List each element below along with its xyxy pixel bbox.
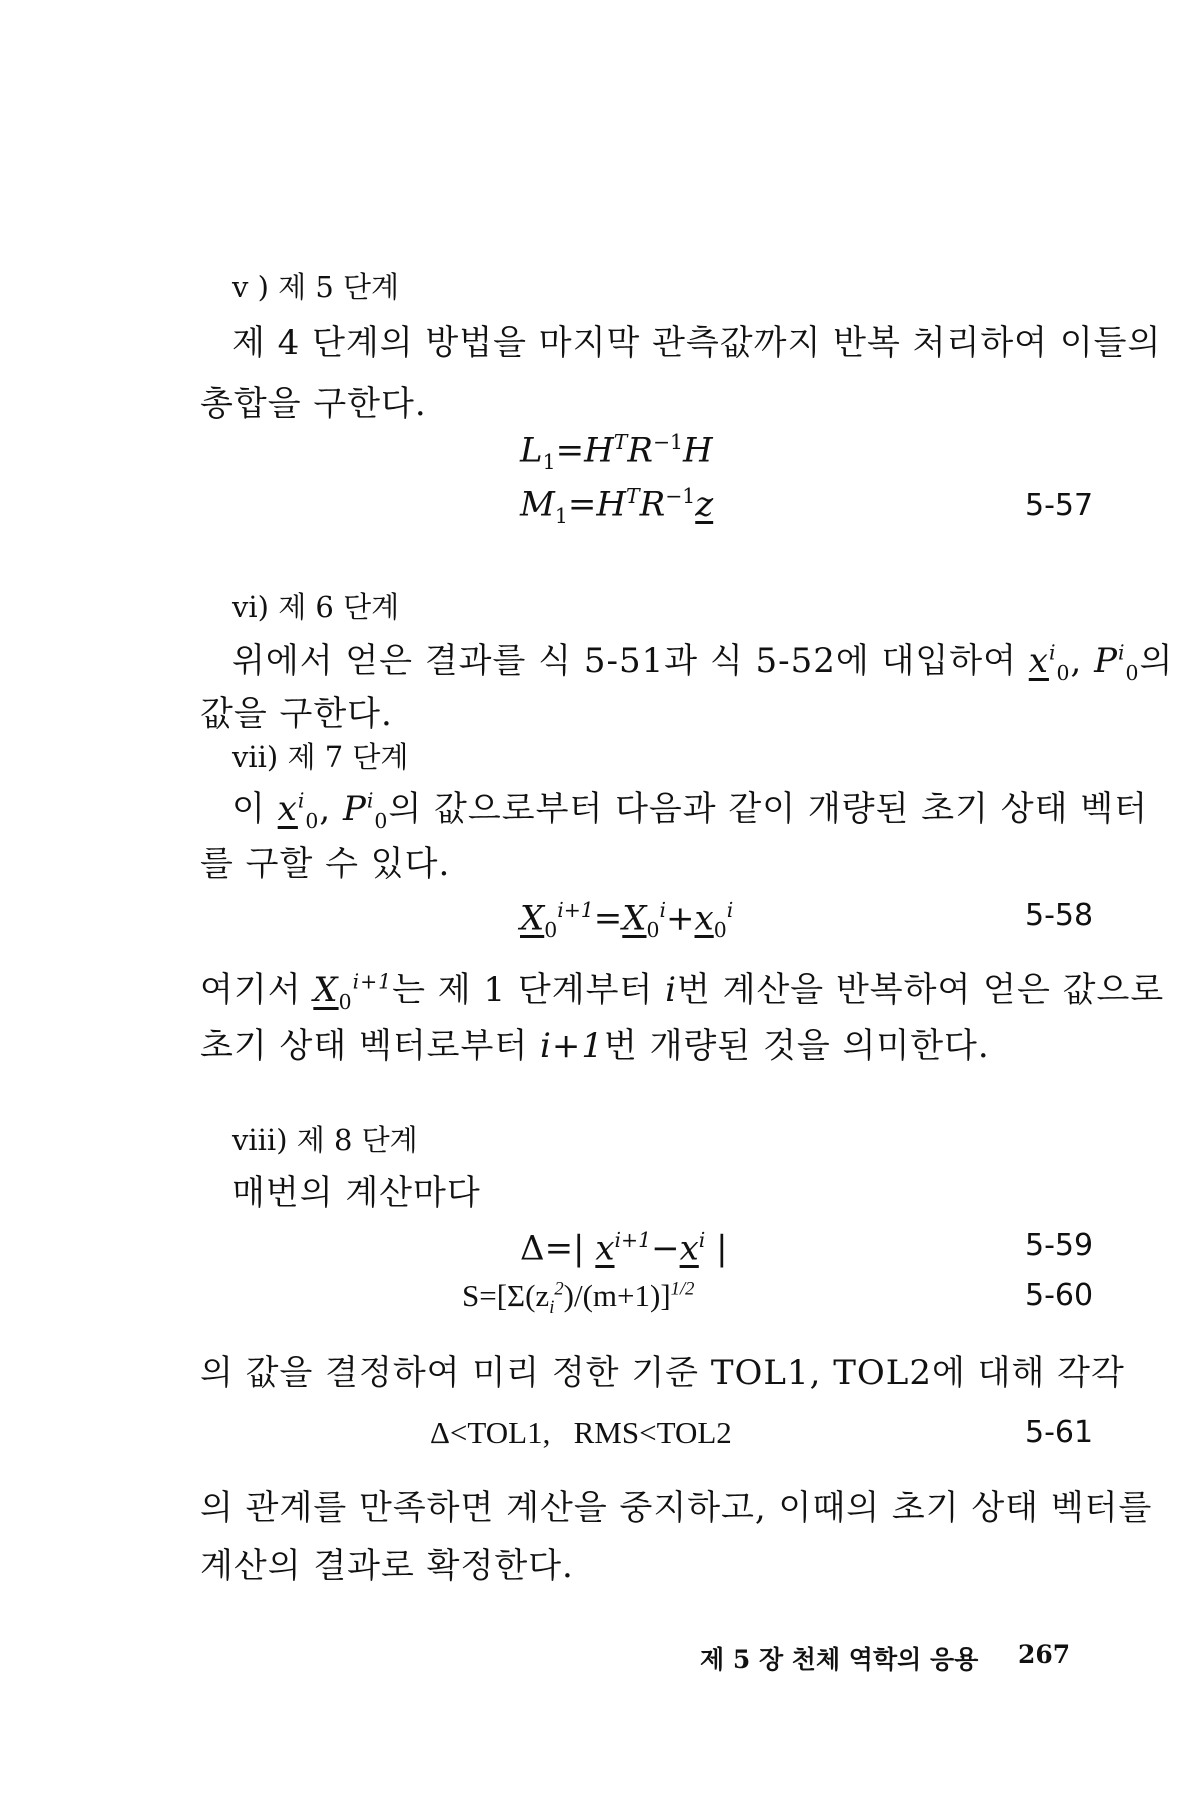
- step-5-paragraph-line-1: 제 4 단계의 방법을 마지막 관측값까지 반복 처리하여 이들의: [232, 323, 1162, 363]
- footer-chapter-title: 제 5 장 천체 역학의 응용: [700, 1645, 979, 1674]
- step-6-paragraph-line-2: 값을 구한다.: [200, 694, 393, 734]
- equation-number-5-58: 5-58: [1025, 898, 1094, 933]
- conclusion-line-2: 계산의 결과로 확정한다.: [200, 1546, 574, 1586]
- equation-L1: $L_1=H^TR^{-1}H$: [520, 430, 713, 475]
- equation-number-5-61: 5-61: [1025, 1415, 1094, 1450]
- criteria-paragraph-line-1: 의 값을 결정하여 미리 정한 기준 TOL1, TOL2에 대해 각각: [200, 1353, 1125, 1393]
- step-7-paragraph-line-1: 이 $x^i_0$, $P^i_0$의 값으로부터 다음과 같이 개량된 초기 상태 벡터: [232, 788, 1148, 833]
- step-5-heading: v ) 제 5 단계: [232, 270, 400, 304]
- equation-M1: $M_1=H^TR^{-1}z$: [520, 484, 714, 529]
- equation-5-61: Δ<TOL1, RMS<TOL2: [430, 1415, 732, 1450]
- explanation-line-1: 여기서 $X_0^{i+1}$는 제 1 단계부터 i번 계산을 반복하여 얻은 값으로: [200, 969, 1165, 1014]
- equation-5-59: Δ=| $x^{i+1}-x^i$ |: [520, 1228, 728, 1269]
- step-7-paragraph-line-2: 를 구할 수 있다.: [200, 844, 451, 884]
- step-6-paragraph-line-1: 위에서 얻은 결과를 식 5-51과 식 5-52에 대입하여 $x^i_0$, $P^i_0$의: [232, 640, 1174, 685]
- page-number: 267: [1018, 1640, 1071, 1669]
- step-6-heading: vi) 제 6 단계: [232, 590, 400, 624]
- step-7-heading: vii) 제 7 단계: [232, 740, 409, 774]
- step-8-heading: viii) 제 8 단계: [232, 1123, 418, 1157]
- step-5-paragraph-line-2: 총합을 구한다.: [200, 384, 427, 424]
- step-8-paragraph-line-1: 매번의 계산마다: [232, 1173, 481, 1213]
- equation-5-58: $X_0^{i+1}=X_0^i+x_0^i$: [520, 898, 734, 943]
- equation-5-60: $S=[\Sigma(z_i^2)/(m+1)]^{1/2}$: [462, 1278, 695, 1319]
- equation-number-5-57: 5-57: [1025, 488, 1094, 523]
- conclusion-line-1: 의 관계를 만족하면 계산을 중지하고, 이때의 초기 상태 벡터를: [200, 1488, 1153, 1528]
- equation-number-5-59: 5-59: [1025, 1228, 1094, 1263]
- equation-number-5-60: 5-60: [1025, 1278, 1094, 1313]
- explanation-line-2: 초기 상태 벡터로부터 i+1번 개량된 것을 의미한다.: [200, 1026, 990, 1066]
